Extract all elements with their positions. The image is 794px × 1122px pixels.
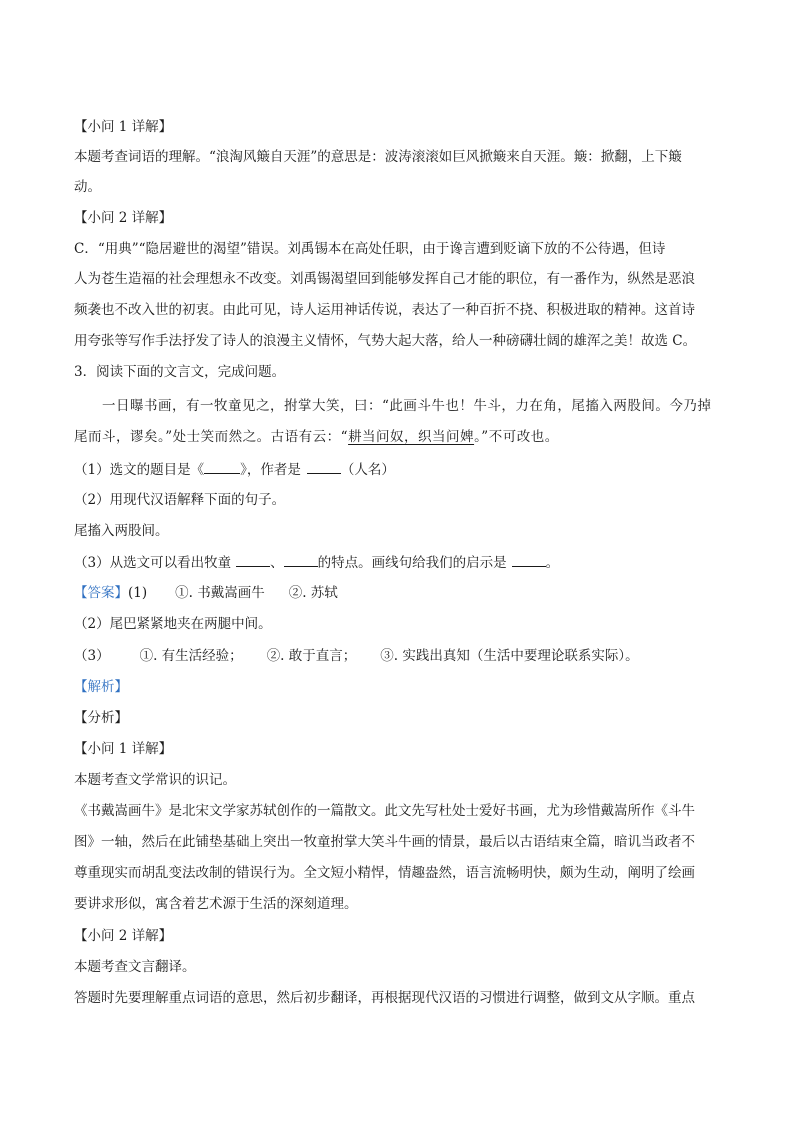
analysis-heading: 【分析】 [74,710,128,726]
answer-item: ③. 实践出真知（生活中要理论联系实际）。 [380,648,639,664]
sub-question-1 [74,459,714,480]
detail-1-para-line: 尊重现实而胡乱变法改制的错误行为。全文短小精悍，情趣盎然，语言流畅明快，颇为生动，阐明了绘画 [74,865,695,881]
sub-question-2: （2）用现代汉语解释下面的句子。 [74,492,286,508]
underlined-sentence: 耕当问奴，织当问婢 [348,429,475,445]
answer-blank [284,552,318,567]
passage-line: 一日曝书画，有一牧童见之，拊掌大笑，曰：“此画斗牛也！牛斗，力在角，尾搐入两股间。今乃掉 [102,398,712,414]
answer-blank [236,552,270,567]
q2-heading: 【小问 2 详解】 [74,210,173,226]
question-3-title: 3．阅读下面的文言文，完成问题。 [74,364,286,380]
passage-text: 。”不可改也。 [474,429,559,445]
answer-item: ①. 有生活经验； [139,648,243,664]
sub-question-text: 的特点。画线句给我们的启示是 [317,555,507,571]
answer-number: (1) [128,585,148,601]
sub-question-3 [74,552,714,573]
q1-text-line: 动。 [74,179,101,195]
sub-question-text: （3）从选文可以看出牧童 [74,555,232,571]
q2-text-line: C．“用典”“隐居避世的渴望”错误。刘禹锡本在高处任职，由于谗言遭到贬谪下放的不公待遇，但诗 [74,241,666,257]
answer-item: ②. 敢于直言； [266,648,357,664]
sub-question-text: （1）选文的题目是《 [74,462,205,478]
detail-2-para-line: 答题时先要理解重点词语的意思，然后初步翻译，再根据现代汉语的习惯进行调整，做到文从字顺。重点 [74,990,695,1006]
detail-1-para-line: 《书戴嵩画牛》是北宋文学家苏轼创作的一篇散文。此文先写杜处士爱好书画，尤为珍惜戴嵩所作《斗牛 [74,803,695,819]
detail-1-text: 本题考查文学常识的识记。 [74,772,236,788]
sub-question-2-sentence: 尾搐入两股间。 [74,523,169,539]
answer-item: ②. 苏轼 [288,585,338,601]
answer-line-2: （2）尾巴紧紧地夹在两腿中间。 [74,616,272,632]
answer-blank [204,459,240,474]
answer-line-3 [74,646,714,666]
answer-blank [307,459,341,474]
answer-number: （3） [74,648,110,664]
sub-question-text: 》，作者是 [240,462,301,478]
q2-text-line: 用夸张等写作手法抒发了诗人的浪漫主义情怀，气势大起大落，给人一种磅礴壮阔的雄浑之美！故选 C。 [74,333,697,349]
detail-1-heading: 【小问 1 详解】 [74,741,173,757]
sub-question-text: 。 [545,555,560,571]
q1-text-line: 本题考查词语的理解。“浪淘风簸自天涯”的意思是：波涛滚滚如巨风掀簸来自天涯。簸：掀翻，上下簸 [74,149,682,165]
detail-1-para-line: 图》一轴，然后在此铺垫基础上突出一牧童拊掌大笑斗牛画的情景，最后以古语结束全篇，暗讥当政者不 [74,834,695,850]
answer-blank [512,552,546,567]
analysis-tag: 【解析】 [74,679,128,695]
answer-tag: 【答案】 [74,585,128,601]
q2-text-line: 人为苍生造福的社会理想永不改变。刘禹锡渴望回到能够发挥自己才能的职位，有一番作为，纵然是恶浪 [74,271,695,287]
sub-question-text: 、 [270,555,284,571]
q1-heading: 【小问 1 详解】 [74,119,173,135]
q2-text-line: 频袭也不改入世的初衷。由此可见，诗人运用神话传说，表达了一种百折不挠、积极进取的精神。这首诗 [74,302,695,318]
detail-1-para-line: 要讲求形似，寓含着艺术源于生活的深刻道理。 [74,896,358,912]
passage-line [74,427,714,447]
sub-question-text: （人名） [340,462,395,478]
detail-2-heading: 【小问 2 详解】 [74,928,173,944]
passage-text: 尾而斗，谬矣。”处士笑而然之。古语有云：“ [74,429,349,445]
answer-item: ①. 书戴嵩画牛 [175,585,265,601]
detail-2-text: 本题考查文言翻译。 [74,959,196,975]
answer-line-1 [74,583,714,603]
